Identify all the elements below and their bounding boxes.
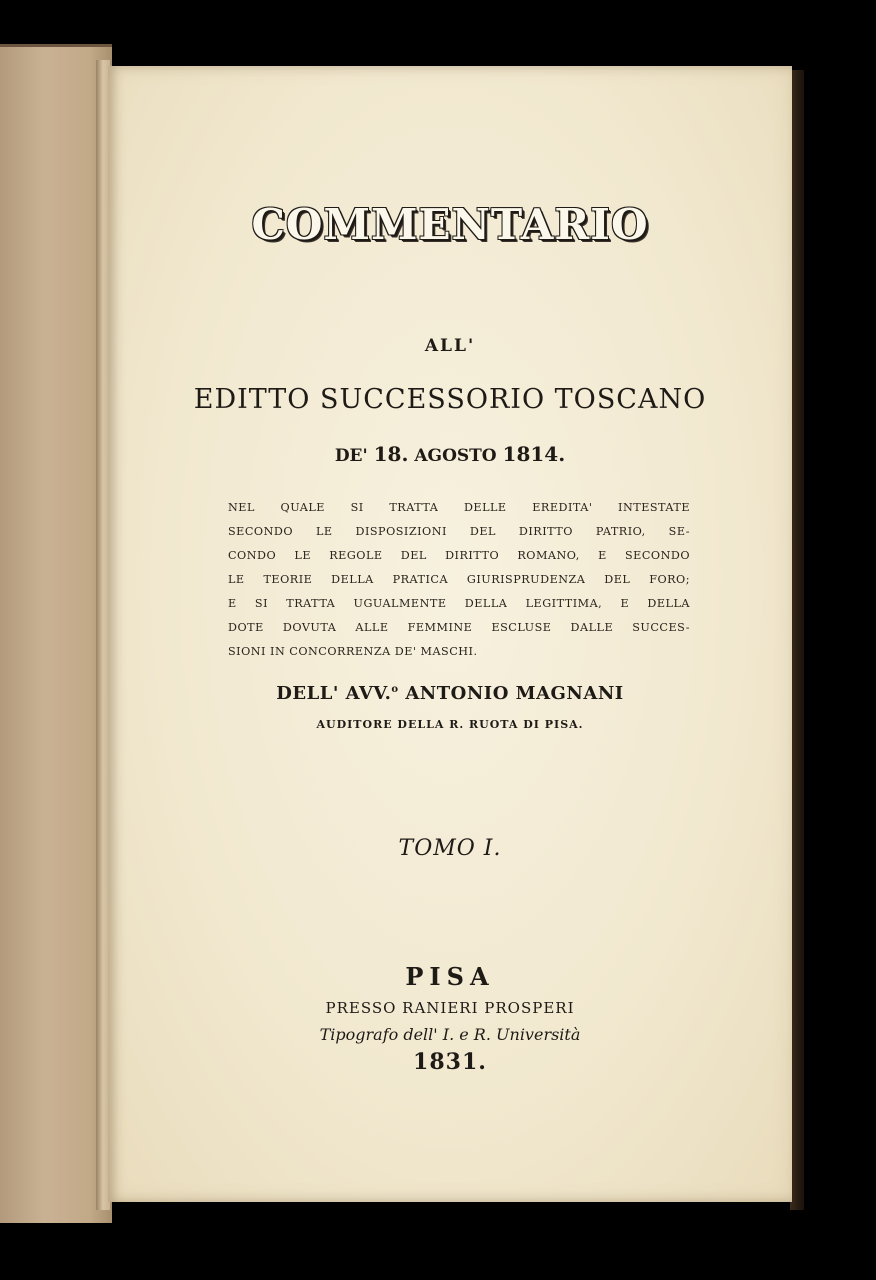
date-month: AGOSTO bbox=[408, 446, 503, 466]
description-line: SECONDO LE DISPOSIZIONI DEL DIRITTO PATRIO, SE- bbox=[228, 525, 690, 538]
subtitle-main: EDITTO SUCCESSORIO TOSCANO bbox=[193, 384, 707, 415]
volume-label: TOMO I. bbox=[398, 836, 502, 861]
description-line: SIONI IN CONCORRENZA DE' MASCHI. bbox=[228, 645, 478, 658]
date-day: 18. bbox=[373, 442, 409, 466]
imprint-printer: PRESSO RANIERI PROSPERI bbox=[325, 999, 575, 1017]
imprint-year: 1831. bbox=[413, 1049, 487, 1075]
imprint-city: PISA bbox=[405, 962, 495, 991]
date-prefix: DE' bbox=[334, 446, 374, 466]
description-line: E SI TRATTA UGUALMENTE DELLA LEGITTIMA, E DELLA bbox=[228, 597, 690, 610]
book-edge-right bbox=[790, 70, 804, 1210]
description-line: DOTE DOVUTA ALLE FEMMINE ESCLUSE DALLE SUCCES- bbox=[228, 621, 690, 634]
author-role: AUDITORE DELLA R. RUOTA DI PISA. bbox=[316, 718, 584, 731]
description-paragraph bbox=[228, 496, 690, 664]
description-line: NEL QUALE SI TRATTA DELLE EREDITA' INTESTATE bbox=[228, 501, 690, 514]
book-title: COMMENTARIO bbox=[251, 200, 649, 249]
author-prefix: DELL' AVV. bbox=[276, 683, 392, 704]
author bbox=[108, 683, 792, 704]
subtitle-prefix: ALL' bbox=[424, 336, 476, 356]
imprint-printer-role: Tipografo dell' I. e R. Università bbox=[319, 1025, 581, 1044]
edict-date bbox=[108, 442, 792, 466]
description-line: CONDO LE REGOLE DEL DIRITTO ROMANO, E SECONDO bbox=[228, 549, 690, 562]
author-sup: o bbox=[391, 684, 399, 695]
description-line: LE TEORIE DELLA PRATICA GIURISPRUDENZA DEL FORO; bbox=[228, 573, 690, 586]
date-year: 1814. bbox=[502, 442, 566, 466]
title-page bbox=[108, 66, 792, 1202]
author-name: ANTONIO MAGNANI bbox=[398, 683, 624, 704]
